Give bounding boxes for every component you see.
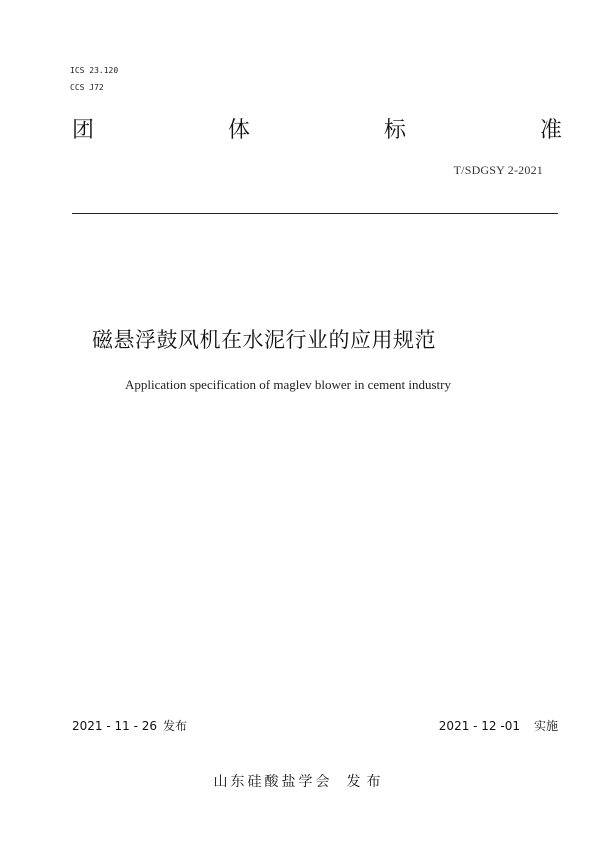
publisher-organization: 山东硅酸盐学会: [213, 774, 333, 790]
standard-type-char: 体: [227, 118, 250, 143]
ics-code: ICS 23.120: [70, 66, 119, 75]
document-title-chinese: 磁悬浮鼓风机在水泥行业的应用规范: [92, 328, 436, 352]
publish-date: 2021 - 11 - 26: [72, 719, 157, 733]
ccs-code: CCS J72: [70, 83, 104, 92]
standard-type-char: 团: [72, 118, 95, 143]
standard-number: T/SDGSY 2-2021: [453, 163, 543, 177]
standard-type-char: 准: [539, 118, 562, 143]
implement-label: 实施: [533, 719, 558, 733]
header-divider: [72, 213, 558, 214]
document-title-english: Application specification of maglev blower in cement industry: [125, 377, 451, 392]
publisher-action: 发布: [346, 774, 387, 790]
implement-date: 2021 - 12 -01: [438, 719, 520, 733]
standard-type-heading: [72, 116, 562, 146]
implement-date-line: [439, 718, 558, 734]
publisher-line: [0, 773, 600, 791]
standard-type-char: 标: [383, 118, 406, 143]
publish-date-line: [72, 718, 187, 734]
publish-label: 发布: [163, 719, 188, 733]
